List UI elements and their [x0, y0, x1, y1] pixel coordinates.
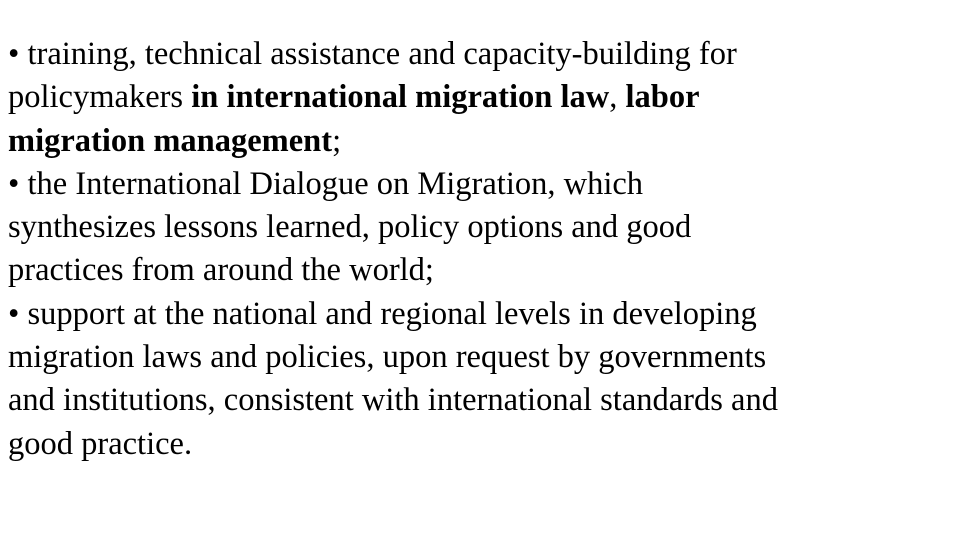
- text-segment: synthesizes lessons learned, policy options and good: [8, 209, 692, 246]
- text-line: [8, 336, 958, 379]
- bold-text-segment: labor: [625, 79, 700, 116]
- text-line: [8, 206, 958, 249]
- text-segment: practices from around the world;: [8, 252, 434, 289]
- text-line: [8, 120, 958, 163]
- bullet-dialogue: [8, 163, 958, 293]
- text-line: [8, 423, 958, 466]
- text-segment: • support at the national and regional levels in developing: [8, 295, 757, 332]
- bold-text-segment: in international migration law: [191, 79, 610, 116]
- bullet-support: [8, 293, 958, 466]
- text-line: [8, 249, 958, 292]
- text-line: [8, 76, 958, 119]
- text-segment: policymakers: [8, 79, 192, 116]
- text-segment: migration laws and policies, upon request by governments: [8, 339, 767, 376]
- text-segment: • training, technical assistance and capacity-building for: [8, 36, 737, 72]
- text-line: [8, 163, 958, 206]
- bold-text-segment: migration management: [8, 122, 333, 159]
- bullet-training: [8, 33, 958, 163]
- text-segment: good practice.: [8, 425, 193, 462]
- text-line: [8, 379, 958, 422]
- text-segment: ,: [609, 79, 626, 116]
- text-segment: and institutions, consistent with international standards and: [8, 382, 778, 419]
- text-segment: ;: [332, 122, 342, 159]
- text-segment: • the International Dialogue on Migration, which: [8, 165, 644, 202]
- text-line: [8, 33, 958, 76]
- text-line: [8, 293, 958, 336]
- slide-body: [8, 33, 958, 466]
